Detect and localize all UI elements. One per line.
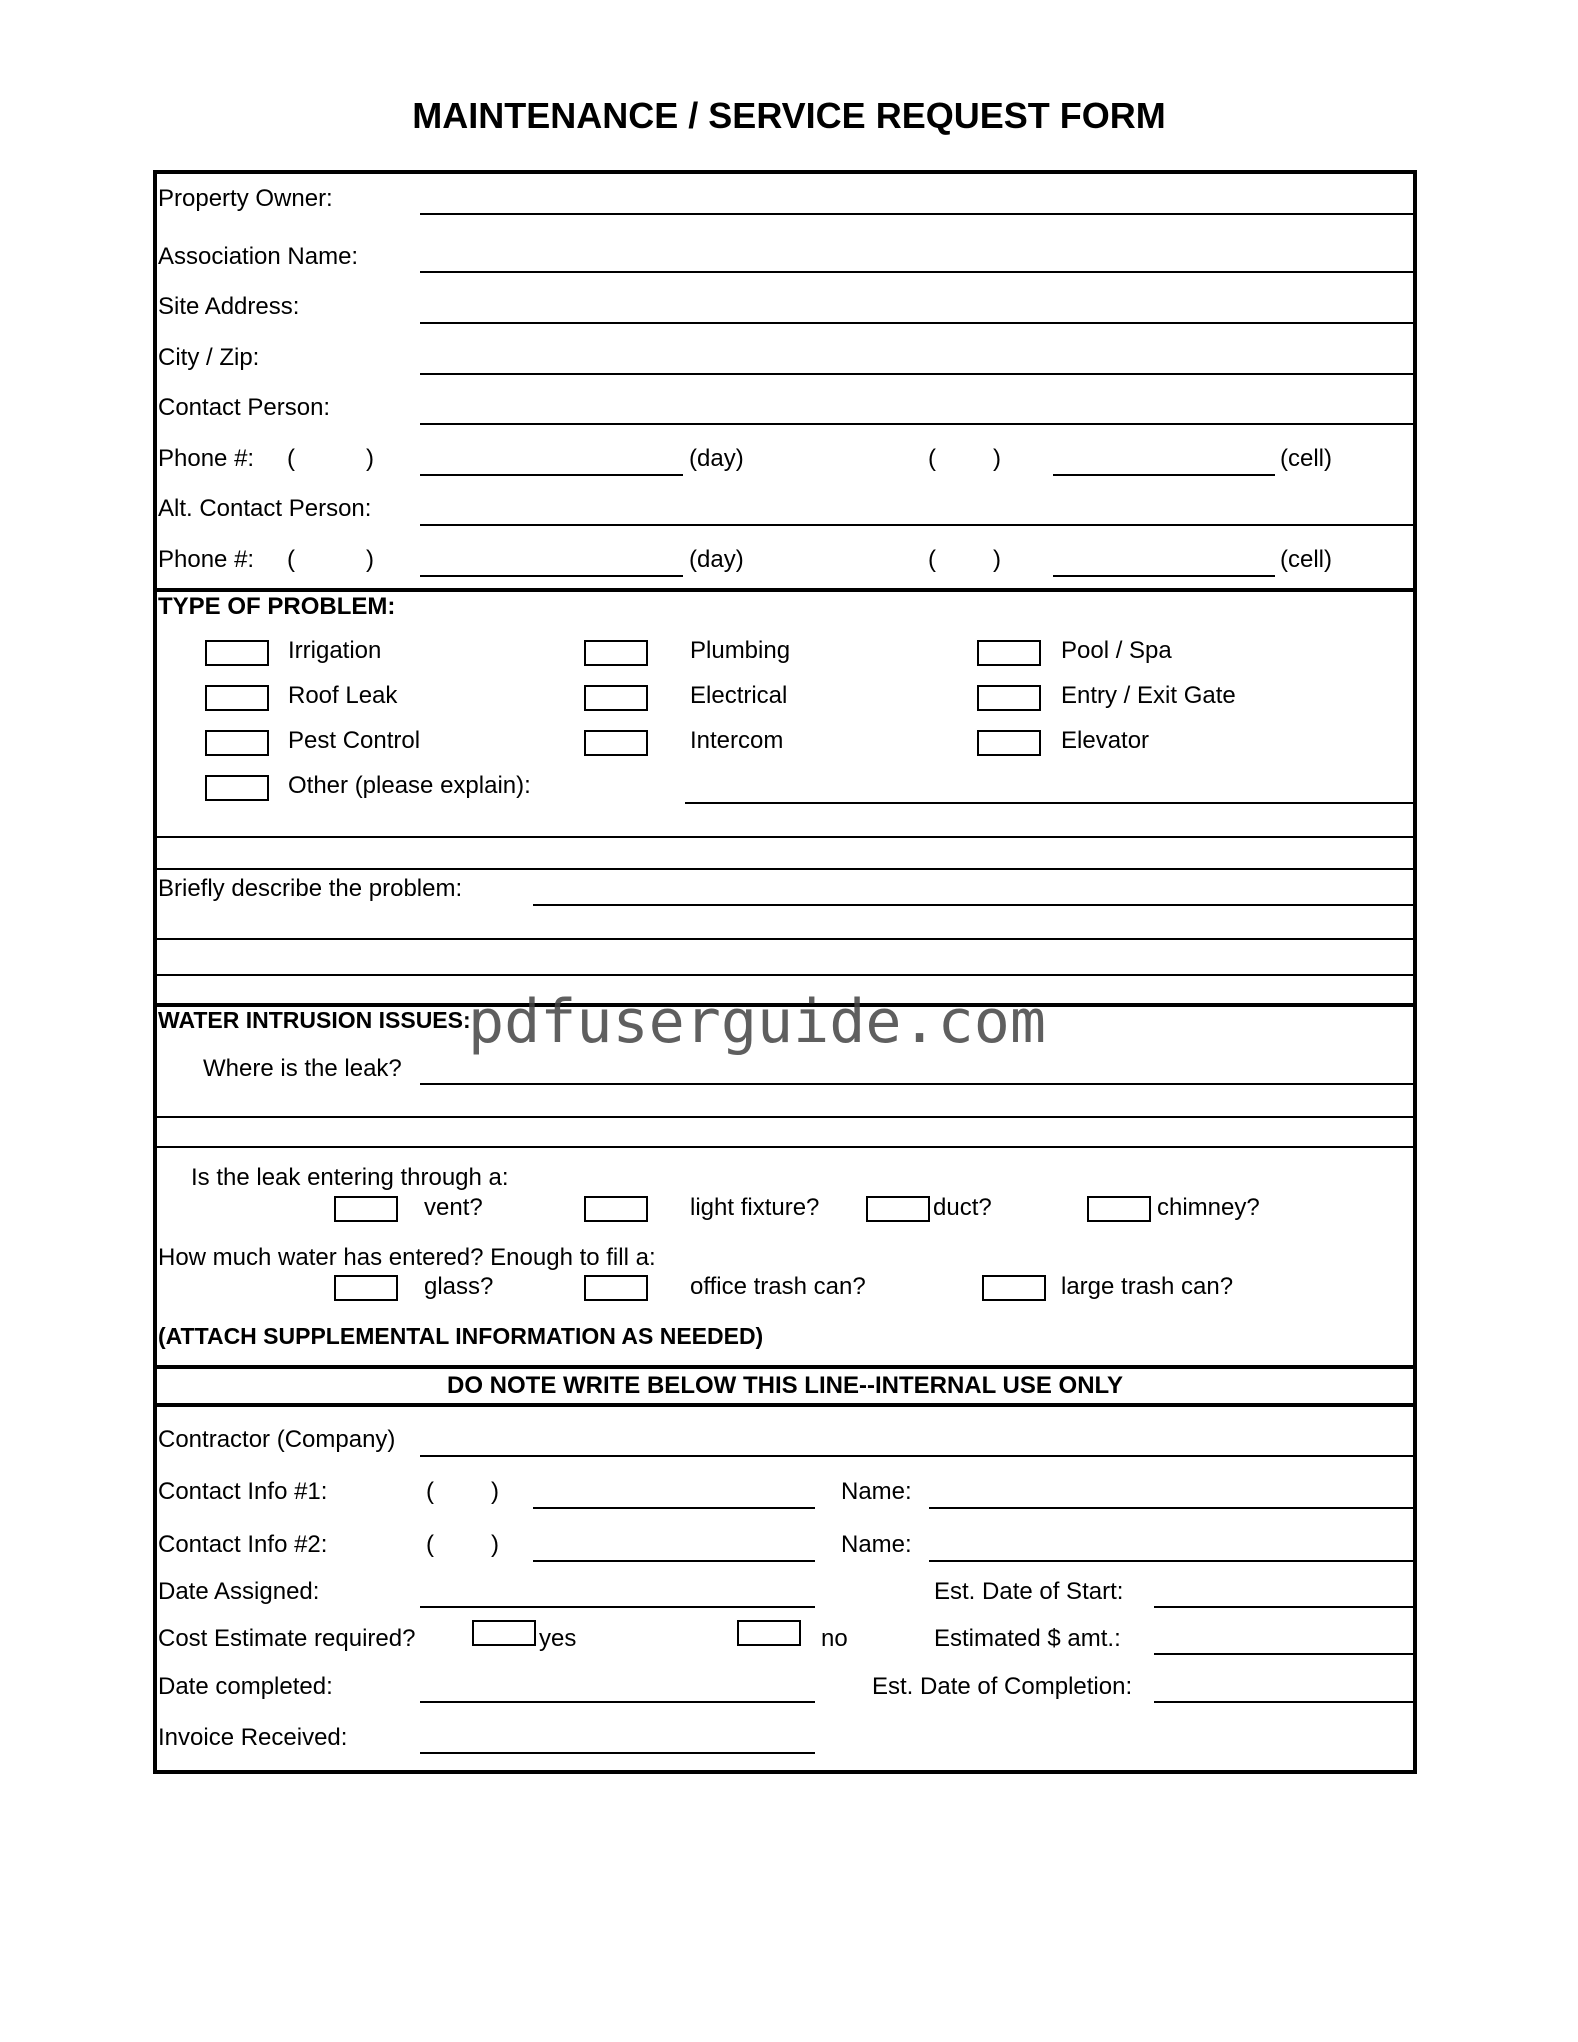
cost-estimate-no-checkbox[interactable]: [737, 1620, 801, 1646]
area-code-open: (: [287, 445, 295, 472]
city-zip-field[interactable]: [420, 373, 1415, 375]
date-assigned-field[interactable]: [420, 1606, 815, 1608]
intercom-label: Intercom: [690, 727, 784, 754]
alt-contact-person-label: Alt. Contact Person:: [158, 495, 372, 522]
property-owner-field[interactable]: [420, 213, 1415, 215]
glass-label: glass?: [424, 1273, 494, 1300]
other-label: Other (please explain):: [288, 772, 531, 799]
roof-leak-checkbox[interactable]: [205, 685, 269, 711]
glass-checkbox[interactable]: [334, 1275, 398, 1301]
other-explain-line[interactable]: [157, 836, 1413, 838]
contact-2-area-open: (: [426, 1531, 434, 1558]
contact-person-label: Contact Person:: [158, 394, 331, 421]
contact-1-name-field[interactable]: [929, 1507, 1415, 1509]
light-fixture-checkbox[interactable]: [584, 1196, 648, 1222]
water-intrusion-heading: WATER INTRUSION ISSUES:: [158, 1007, 471, 1033]
watermark: pdfuserguide.com: [468, 987, 1046, 1057]
alt-phone-label: Phone #:: [158, 546, 255, 573]
contact-info-1-field[interactable]: [533, 1507, 815, 1509]
chimney-label: chimney?: [1157, 1194, 1260, 1221]
leak-entering-label: Is the leak entering through a:: [191, 1164, 509, 1191]
form-title: MAINTENANCE / SERVICE REQUEST FORM: [412, 95, 1166, 136]
chimney-checkbox[interactable]: [1087, 1196, 1151, 1222]
roof-leak-label: Roof Leak: [288, 682, 398, 709]
describe-section-line: [157, 868, 1413, 870]
office-trash-can-label: office trash can?: [690, 1273, 866, 1300]
alt-day-label: (day): [689, 546, 744, 573]
date-assigned-label: Date Assigned:: [158, 1578, 320, 1605]
alt-cell-area-code-close: ): [993, 546, 1001, 573]
attach-note: (ATTACH SUPPLEMENTAL INFORMATION AS NEEDED): [158, 1323, 764, 1349]
form-frame: [153, 170, 1417, 1774]
contact-2-area-close: ): [491, 1531, 499, 1558]
large-trash-can-checkbox[interactable]: [982, 1275, 1046, 1301]
light-fixture-label: light fixture?: [690, 1194, 820, 1221]
contact-1-area-close: ): [491, 1478, 499, 1505]
cost-estimate-label: Cost Estimate required?: [158, 1625, 416, 1652]
contact-person-field[interactable]: [420, 423, 1415, 425]
other-checkbox[interactable]: [205, 775, 269, 801]
pool-spa-label: Pool / Spa: [1061, 637, 1172, 664]
section-divider: [153, 588, 1417, 592]
where-leak-label: Where is the leak?: [203, 1055, 402, 1082]
alt-contact-person-field[interactable]: [420, 524, 1415, 526]
elevator-checkbox[interactable]: [977, 730, 1041, 756]
site-address-field[interactable]: [420, 322, 1415, 324]
plumbing-label: Plumbing: [690, 637, 791, 664]
contractor-field[interactable]: [420, 1455, 1415, 1457]
city-zip-label: City / Zip:: [158, 344, 260, 371]
how-much-water-label: How much water has entered? Enough to fill a:: [158, 1244, 656, 1271]
pest-control-checkbox[interactable]: [205, 730, 269, 756]
pest-control-label: Pest Control: [288, 727, 421, 754]
vent-label: vent?: [424, 1194, 483, 1221]
pool-spa-checkbox[interactable]: [977, 640, 1041, 666]
internal-use-heading: DO NOTE WRITE BELOW THIS LINE--INTERNAL USE ONLY: [446, 1372, 1123, 1399]
plumbing-checkbox[interactable]: [584, 640, 648, 666]
phone-label: Phone #:: [158, 445, 255, 472]
cost-estimate-yes-checkbox[interactable]: [472, 1620, 536, 1646]
invoice-received-label: Invoice Received:: [158, 1724, 348, 1751]
describe-line-3[interactable]: [157, 974, 1413, 976]
property-owner-label: Property Owner:: [158, 185, 333, 212]
contact-2-name-label: Name:: [841, 1531, 912, 1558]
est-completion-label: Est. Date of Completion:: [872, 1673, 1133, 1700]
section-divider: [153, 1365, 1417, 1369]
day-phone-field[interactable]: [420, 474, 683, 476]
est-start-label: Est. Date of Start:: [934, 1578, 1124, 1605]
association-name-label: Association Name:: [158, 243, 359, 270]
contact-info-1-label: Contact Info #1:: [158, 1478, 328, 1505]
cell-area-code-open: (: [928, 445, 936, 472]
describe-line-2[interactable]: [157, 938, 1413, 940]
date-completed-label: Date completed:: [158, 1673, 333, 1700]
irrigation-label: Irrigation: [288, 637, 382, 664]
estimated-amount-field[interactable]: [1154, 1653, 1415, 1655]
large-trash-can-label: large trash can?: [1061, 1273, 1234, 1300]
alt-cell-area-code-open: (: [928, 546, 936, 573]
describe-problem-field[interactable]: [533, 904, 1415, 906]
yes-label: yes: [539, 1625, 577, 1652]
contact-2-name-field[interactable]: [929, 1560, 1415, 1562]
alt-area-code-open: (: [287, 546, 295, 573]
entry-exit-gate-label: Entry / Exit Gate: [1061, 682, 1236, 709]
cell-phone-field[interactable]: [1053, 474, 1275, 476]
describe-problem-label: Briefly describe the problem:: [158, 875, 463, 902]
contact-info-2-label: Contact Info #2:: [158, 1531, 328, 1558]
office-trash-can-checkbox[interactable]: [584, 1275, 648, 1301]
where-leak-field[interactable]: [420, 1083, 1415, 1085]
irrigation-checkbox[interactable]: [205, 640, 269, 666]
elevator-label: Elevator: [1061, 727, 1150, 754]
invoice-received-field[interactable]: [420, 1752, 815, 1754]
intercom-checkbox[interactable]: [584, 730, 648, 756]
contact-info-2-field[interactable]: [533, 1560, 815, 1562]
cell-label: (cell): [1280, 445, 1332, 472]
contact-1-name-label: Name:: [841, 1478, 912, 1505]
no-label: no: [821, 1625, 848, 1652]
contractor-label: Contractor (Company): [158, 1426, 396, 1453]
entry-exit-gate-checkbox[interactable]: [977, 685, 1041, 711]
vent-checkbox[interactable]: [334, 1196, 398, 1222]
where-leak-line-2[interactable]: [157, 1116, 1413, 1118]
electrical-checkbox[interactable]: [584, 685, 648, 711]
electrical-label: Electrical: [690, 682, 788, 709]
alt-day-phone-field[interactable]: [420, 575, 683, 577]
date-completed-field[interactable]: [420, 1701, 815, 1703]
duct-checkbox[interactable]: [866, 1196, 930, 1222]
where-leak-line-3[interactable]: [157, 1146, 1413, 1148]
area-code-close: ): [366, 445, 374, 472]
contact-1-area-open: (: [426, 1478, 434, 1505]
day-label: (day): [689, 445, 744, 472]
cell-area-code-close: ): [993, 445, 1001, 472]
association-name-field[interactable]: [420, 271, 1415, 273]
alt-area-code-close: ): [366, 546, 374, 573]
alt-cell-phone-field[interactable]: [1053, 575, 1275, 577]
other-explain-field[interactable]: [685, 802, 1415, 804]
duct-label: duct?: [933, 1194, 992, 1221]
type-of-problem-heading: TYPE OF PROBLEM:: [158, 593, 396, 620]
alt-cell-label: (cell): [1280, 546, 1332, 573]
est-start-field[interactable]: [1154, 1606, 1415, 1608]
estimated-amount-label: Estimated $ amt.:: [934, 1625, 1121, 1652]
site-address-label: Site Address:: [158, 293, 300, 320]
est-completion-field[interactable]: [1154, 1701, 1415, 1703]
section-divider: [153, 1403, 1417, 1407]
